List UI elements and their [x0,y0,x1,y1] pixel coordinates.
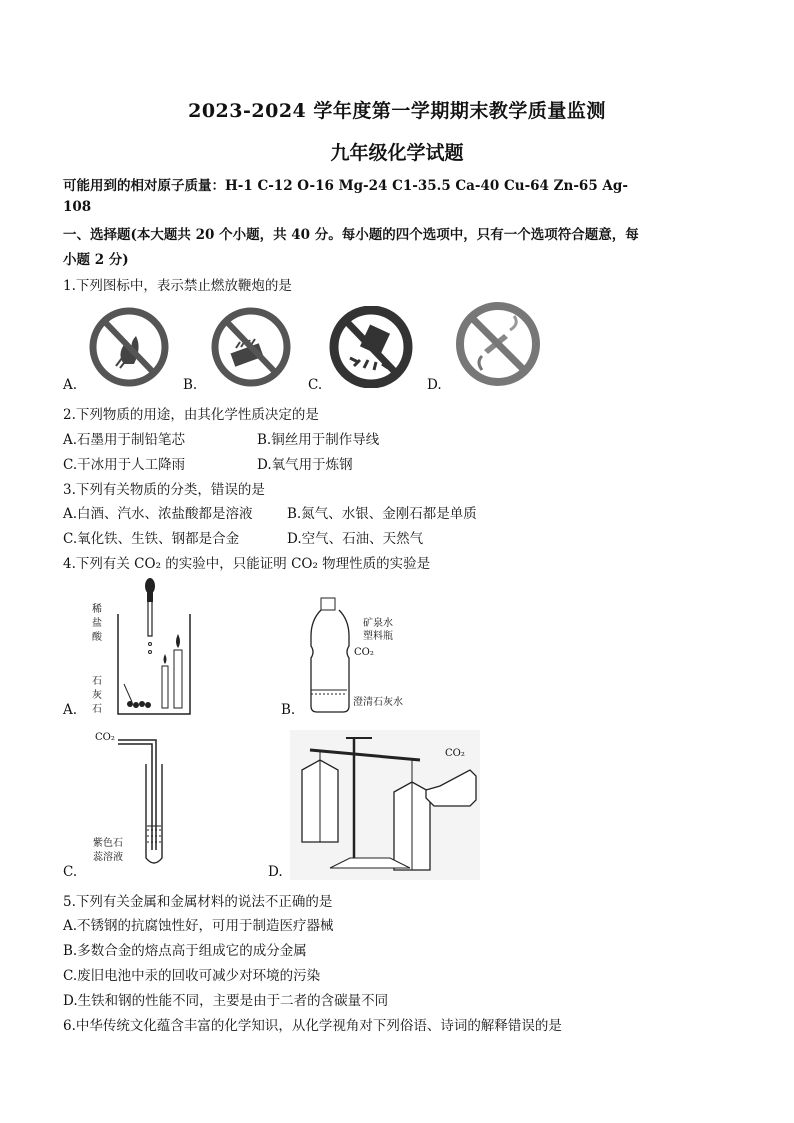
q2-option-d: D.氧气用于炼钢 [257,457,353,473]
q3-option-b: B.氮气、水银、金刚石都是单质 [287,506,477,522]
figB-label-1: 矿泉水 [363,618,393,629]
q6-stem: 6.中华传统文化蕴含丰富的化学知识，从化学视角对下列俗语、诗词的解释错误的是 [63,1018,562,1034]
section-heading-cont: 小题 2 分) [63,252,129,268]
q5-option-c: C.废旧电池中汞的回收可减少对环境的污染 [63,968,321,984]
figure-b-bottle [305,596,353,714]
q2-stem: 2.下列物质的用途，由其化学性质决定的是 [63,407,319,423]
q3-option-c: C.氧化铁、生铁、钢都是合金 [63,531,240,547]
no-fire-icon [86,306,172,388]
q4-option-a: A. [63,702,78,718]
q1-option-c: C. [308,377,323,393]
q4-option-d: D. [268,864,283,880]
section-heading: 一、选择题(本大题共 20 个小题，共 40 分。每小题的四个选项中，只有一个选项符合题意，每 [63,227,639,243]
atomic-mass-line: 可能用到的相对原子质量：H-1 C-12 O-16 Mg-24 C1-35.5 Ca-40 Cu-64 Zn-65 Ag- [63,178,628,194]
figC-label-3: 蕊溶液 [93,852,123,863]
no-smoking-icon [452,300,548,390]
q1-stem: 1.下列图标中，表示禁止燃放鞭炮的是 [63,278,292,294]
figB-label-3: CO₂ [354,647,374,658]
q3-option-a: A.白酒、汽水、浓盐酸都是溶液 [63,506,253,522]
figA-label-3: 酸 [92,632,102,643]
figB-label-4: 澄清石灰水 [353,697,403,708]
q5-option-a: A.不锈钢的抗腐蚀性好，可用于制造医疗器械 [63,918,334,934]
figure-a-beaker [108,574,203,720]
figA-label-6: 石 [92,704,102,715]
q1-option-d: D. [427,377,442,393]
q5-stem: 5.下列有关金属和金属材料的说法不正确的是 [63,894,333,910]
q3-option-d: D.空气、石油、天然气 [287,531,424,547]
figA-label-2: 盐 [92,618,102,629]
figA-label-1: 稀 [92,604,102,615]
q4-option-c: C. [63,864,78,880]
q2-option-b: B.铜丝用于制作导线 [257,432,380,448]
figA-label-4: 石 [92,676,102,687]
q2-option-a: A.石墨用于制铅笔芯 [63,432,186,448]
q3-stem: 3.下列有关物质的分类，错误的是 [63,482,265,498]
q2-option-c: C.干冰用于人工降雨 [63,457,186,473]
q1-option-b: B. [183,377,198,393]
figD-label-1: CO₂ [445,748,465,759]
exam-title: 2023-2024 学年度第一学期期末教学质量监测 [188,100,606,122]
figA-label-5: 灰 [92,690,102,701]
no-matches-icon [208,306,294,388]
q5-option-b: B.多数合金的熔点高于组成它的成分金属 [63,943,307,959]
q4-option-b: B. [281,702,296,718]
q1-option-a: A. [63,377,78,393]
no-firecracker-icon [328,306,414,388]
q4-stem: 4.下列有关 CO₂ 的实验中，只能证明 CO₂ 物理性质的实验是 [63,556,431,572]
figC-label-1: CO₂ [95,732,115,743]
figure-c-test-tube [118,730,178,870]
figB-label-2: 塑料瓶 [363,631,393,642]
exam-subtitle: 九年级化学试题 [330,142,464,164]
q5-option-d: D.生铁和钢的性能不同，主要是由于二者的含碳量不同 [63,993,389,1009]
atomic-mass-line-cont: 108 [63,199,92,215]
figC-label-2: 紫色石 [93,838,123,849]
